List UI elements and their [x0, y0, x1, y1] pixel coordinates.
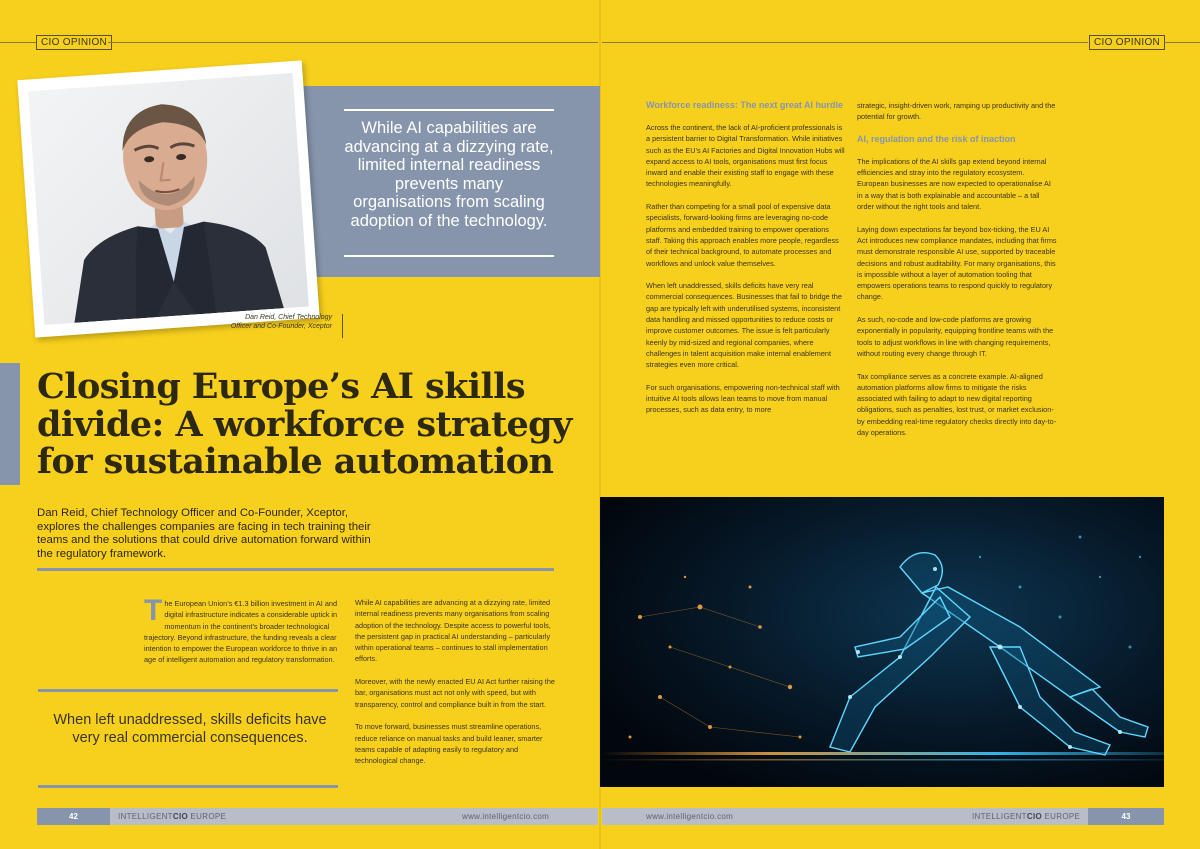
standfirst-rule	[37, 568, 554, 571]
paragraph: To move forward, businesses must streamline operations, reduce reliance on manual tasks and build leaner, smarter teams capable of adapting easily to regulatory and technological change.	[355, 722, 543, 766]
brand-bold: CIO	[172, 812, 188, 821]
subhead-regulation: AI, regulation and the risk of inaction	[857, 133, 1016, 144]
hero-image	[600, 497, 1164, 787]
header-rule-right-long	[602, 42, 1088, 43]
section-tag-right: CIO OPINION	[1089, 35, 1165, 50]
portrait-illustration	[28, 73, 309, 325]
footer-brand-left	[118, 812, 226, 821]
brand-prefix: INTELLIGENT	[972, 812, 1027, 821]
brand-suffix: EUROPE	[188, 812, 227, 821]
brand-bold: CIO	[1026, 812, 1042, 821]
paragraph: Across the continent, the lack of AI-proficient professionals is a persistent barrier to Digital Transformation. While initiatives such as the EU’s AI Factories and Digital Innovation Hubs will expand access to AI tools, organisations must first focus inward and enable their existing staff to engage with these technologies meaningfully.	[646, 123, 845, 189]
footer-url-right[interactable]: www.intelligentcio.com	[646, 812, 734, 821]
portrait-photo	[28, 73, 309, 325]
paragraph: Moreover, with the newly enacted EU AI Act further raising the bar, organisations must act not only with speed, but with transparency, control and compliance built in from the start.	[355, 677, 555, 709]
pull-quote-bottom: When left unaddressed, skills deficits have very real commercial consequences.	[53, 712, 327, 746]
paragraph: Rather than competing for a small pool of expensive data specialists, forward-looking firms are leveraging no-code platforms and embedded training to empower operations staff. Taking this approach enables more people, regardless of their technical background, to automate processes and workflows and unlock value themselves.	[646, 202, 839, 268]
header-rule-left	[0, 42, 40, 43]
brand-suffix: EUROPE	[1042, 812, 1081, 821]
article-column-4	[857, 100, 1057, 450]
pull-quote-rule-top	[344, 109, 554, 111]
subhead-workforce: Workforce readiness: The next great AI hurdle	[646, 100, 844, 110]
paragraph: When left unaddressed, skills deficits have very real commercial consequences. Businesses that fail to bridge the gap are typically left with underutilised systems, inconsistent data handling and missed opportunities to reduce costs or improve customer outcomes. The issue is felt particularly keenly by mid-sized and regional companies, where challenges in talent acquisition make internal enablement strategies even more critical.	[646, 281, 842, 370]
pull-quote-rule-bottom	[344, 255, 554, 257]
digital-runner-illustration	[600, 497, 1164, 787]
header-rule-right	[1164, 42, 1200, 43]
page-number-right: 43	[1088, 808, 1164, 825]
article-column-2	[355, 597, 555, 778]
article-column-3	[646, 100, 846, 427]
paragraph: Tax compliance serves as a concrete example. AI-aligned automation platforms allow firms to mitigate the risks associated with failing to adapt to new digital reporting obligations, such as penalties, lost trust, or market exclusion-by embedding real-time regulatory checks directly into day-to-day operations.	[857, 371, 1057, 438]
article-column-1	[144, 594, 338, 666]
headline-accent-bar	[0, 363, 20, 485]
drop-cap: T	[144, 594, 163, 627]
portrait-frame	[17, 60, 319, 337]
pull-quote-top: While AI capabilities are advancing at a dizzying rate, limited internal readiness prevents many organisations from scaling adoption of the technology.	[344, 119, 554, 230]
caption-bar	[342, 314, 343, 338]
pull-quote-rule-upper	[38, 689, 338, 692]
section-tag-left: CIO OPINION	[36, 35, 112, 50]
standfirst: Dan Reid, Chief Technology Officer and Co-Founder, Xceptor, explores the challenges companies are facing in tech training their teams and the solutions that could drive automation forward within the regulatory framework.	[37, 507, 371, 560]
brand-prefix: INTELLIGENT	[118, 812, 173, 821]
footer-url-left[interactable]: www.intelligentcio.com	[462, 812, 550, 821]
paragraph: The implications of the AI skills gap extend beyond internal efficiencies and stray into the regulatory ecosystem. European businesses are now expected to operationalise AI in a way that is both explainable and accountable – a tall order without the right tools and talent.	[857, 156, 1051, 212]
photo-caption: Dan Reid, Chief Technology Officer and Co-Founder, Xceptor	[230, 314, 332, 331]
paragraph: Laying down expectations far beyond box-ticking, the EU AI Act introduces new compliance mandates, including that firms must demonstrate responsible AI use, supported by traceable decisions and robust auditability. For many organisations, this is impossible without a layer of automation tooling that empowers operations teams to respond quickly to regulatory change.	[857, 224, 1057, 302]
paragraph: While AI capabilities are advancing at a dizzying rate, limited internal readiness prevents many organisations from scaling adoption of the technology. Despite access to powerful tools, the persistent gap in practical AI understanding – particularly within operational teams – continues to stall implementation efforts.	[355, 598, 551, 664]
article-headline: Closing Europe’s AI skills divide: A workforce strategy for sustainable automation	[37, 366, 572, 482]
paragraph: For such organisations, empowering non-technical staff with intuitive AI tools allows lean teams to move from manual processes, such as data entry, to more	[646, 382, 840, 415]
page-number-left: 42	[37, 808, 110, 825]
header-rule-left-long	[108, 42, 598, 43]
paragraph: strategic, insight-driven work, ramping up productivity and the potential for growth.	[857, 101, 1056, 122]
footer-brand-right	[972, 812, 1080, 821]
paragraph: As such, no-code and low-code platforms are growing exponentially in popularity, equipping frontline teams with the tools to adjust workflows in line with changing requirements, without routing every change through IT.	[857, 315, 1054, 358]
intro-paragraph: he European Union’s €1.3 billion investment in AI and digital infrastructure indicates a considerable uptick in momentum in the continent’s broader technological trajectory. Beyond infrastructure, the funding reveals a clear intention to empower the European workforce to thrive in an age of intelligent automation and regulatory transformation.	[144, 599, 338, 665]
pull-quote-rule-lower	[38, 785, 338, 788]
